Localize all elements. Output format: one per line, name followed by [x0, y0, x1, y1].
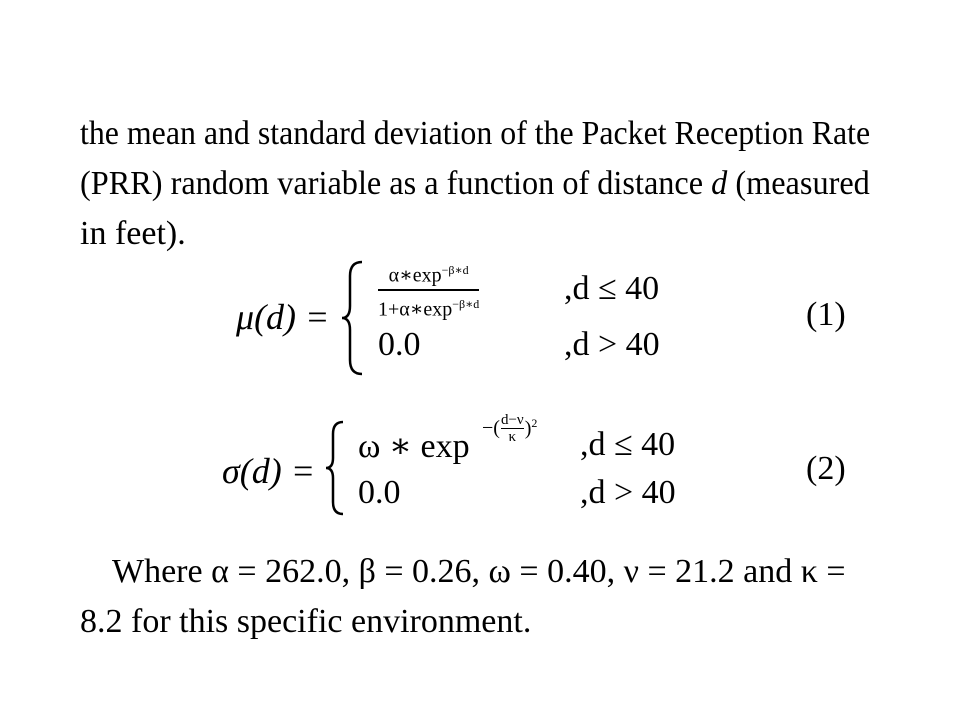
eq2-exp-numerator: d−ν	[500, 412, 524, 428]
paragraph-line-2	[80, 158, 870, 210]
eq1-num-exp: −β∗d	[441, 263, 469, 277]
closing-line-1	[112, 546, 846, 598]
paragraph-line-3	[80, 208, 186, 260]
eq1-den-text: 1+α∗exp	[378, 298, 453, 321]
eq2-case2-value: 0.0	[358, 474, 401, 511]
eq2-lhs: σ(d) =	[222, 451, 316, 491]
eq2-exponent	[482, 412, 537, 445]
eq1-case1-condition: ,d ≤ 40	[564, 270, 660, 307]
closing-line-2-text: 8.2 for this specific environment.	[80, 603, 532, 640]
eq1-left-brace-icon	[338, 258, 368, 378]
eq2-case1-condition: ,d ≤ 40	[580, 426, 676, 463]
paragraph-line-2-post: (measured	[727, 165, 870, 202]
eq2-case1-text: ω ∗ exp	[358, 428, 470, 465]
paragraph-line-2-pre: (PRR) random variable as a function of distance	[80, 165, 712, 202]
distance-variable: d	[711, 165, 728, 202]
eq2-left-brace-icon	[322, 418, 348, 518]
eq2-number-label: (2)	[806, 450, 846, 487]
eq1-fraction-bar	[378, 289, 479, 291]
eq1-fraction	[378, 258, 479, 321]
closing-line-2	[80, 596, 531, 648]
eq1-case2-value: 0.0	[378, 326, 421, 363]
eq1-lhs: μ(d) =	[236, 297, 330, 337]
paragraph-line-3-text: in feet).	[80, 215, 186, 252]
eq1-den-exp: −β∗d	[452, 296, 480, 311]
eq1-number-label: (1)	[806, 296, 846, 333]
eq2-exp-close-paren: )$^2$	[524, 416, 538, 440]
eq1-denominator	[378, 292, 479, 322]
eq1-num-text: α∗exp	[388, 264, 442, 287]
paragraph-line-1	[80, 108, 870, 160]
eq2-exp-denominator: κ	[508, 429, 517, 445]
closing-line-1-text: Where α = 262.0, β = 0.26, ω = 0.40, ν = 21.2 and κ =	[112, 553, 846, 590]
eq2-case2-condition: ,d > 40	[580, 474, 676, 511]
paragraph-line-1-text: the mean and standard deviation of the Packet Reception Rate	[80, 115, 871, 152]
eq1-numerator	[389, 258, 469, 288]
eq2-exp-minus-paren: −(	[482, 417, 500, 439]
eq2-exp-fraction	[501, 412, 524, 445]
eq2-case1-value	[358, 426, 470, 466]
eq1-case2-condition: ,d > 40	[564, 326, 660, 363]
